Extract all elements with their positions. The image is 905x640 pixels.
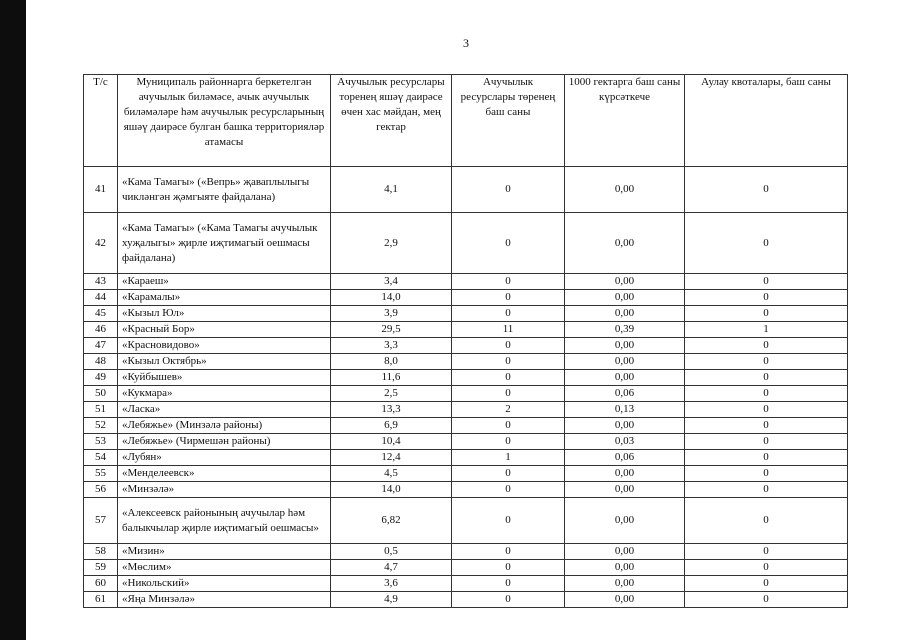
row-index: 42 (84, 213, 118, 274)
table-row (84, 290, 848, 306)
table-row (84, 576, 848, 592)
row-name: «Никольский» (118, 576, 331, 592)
row-heads: 0 (452, 370, 565, 386)
row-area: 8,0 (331, 354, 452, 370)
row-density: 0,06 (565, 386, 685, 402)
row-area: 4,1 (331, 167, 452, 213)
row-area: 14,0 (331, 482, 452, 498)
row-heads: 0 (452, 466, 565, 482)
row-index: 52 (84, 418, 118, 434)
table-row (84, 592, 848, 608)
row-quota: 0 (685, 167, 848, 213)
row-quota: 0 (685, 213, 848, 274)
row-quota: 0 (685, 402, 848, 418)
row-density: 0,00 (565, 370, 685, 386)
row-heads: 0 (452, 213, 565, 274)
row-name: «Лебяжье» (Чирмешән районы) (118, 434, 331, 450)
row-heads: 2 (452, 402, 565, 418)
row-density: 0,00 (565, 576, 685, 592)
row-heads: 0 (452, 592, 565, 608)
row-density: 0,00 (565, 306, 685, 322)
row-name: «Мөслим» (118, 560, 331, 576)
row-name: «Яңа Минзәлә» (118, 592, 331, 608)
table-row (84, 274, 848, 290)
row-name: «Красный Бор» (118, 322, 331, 338)
row-index: 51 (84, 402, 118, 418)
row-name: «Караеш» (118, 274, 331, 290)
row-quota: 0 (685, 386, 848, 402)
row-density: 0,00 (565, 560, 685, 576)
scan-edge-bar (0, 0, 26, 640)
table-row (84, 306, 848, 322)
row-name: «Кама Тамагы» («Кама Тамагы ачучылык хуҗалыгы» җирле иҗтимагый оешмасы файдалана) (118, 213, 331, 274)
table-row (84, 498, 848, 544)
row-quota: 1 (685, 322, 848, 338)
table-row (84, 544, 848, 560)
row-area: 4,5 (331, 466, 452, 482)
row-quota: 0 (685, 466, 848, 482)
row-heads: 0 (452, 560, 565, 576)
header-density: 1000 гектарга баш саны күрсәткече (565, 75, 685, 167)
row-area: 11,6 (331, 370, 452, 386)
row-heads: 0 (452, 418, 565, 434)
row-quota: 0 (685, 498, 848, 544)
row-quota: 0 (685, 592, 848, 608)
row-quota: 0 (685, 418, 848, 434)
row-area: 4,9 (331, 592, 452, 608)
row-area: 6,9 (331, 418, 452, 434)
row-index: 41 (84, 167, 118, 213)
row-density: 0,06 (565, 450, 685, 466)
hunting-grounds-table (83, 74, 848, 608)
table-row (84, 560, 848, 576)
row-quota: 0 (685, 274, 848, 290)
row-density: 0,00 (565, 418, 685, 434)
row-density: 0,00 (565, 167, 685, 213)
row-heads: 0 (452, 434, 565, 450)
row-heads: 0 (452, 306, 565, 322)
row-name: «Менделеевск» (118, 466, 331, 482)
row-index: 44 (84, 290, 118, 306)
table-row (84, 402, 848, 418)
row-density: 0,00 (565, 338, 685, 354)
table-header-row (84, 75, 848, 167)
row-name: «Мизин» (118, 544, 331, 560)
row-name: «Алексеевск районының ачучылар һәм балыкчылар җирле иҗтимагый оешмасы» (118, 498, 331, 544)
table-row (84, 434, 848, 450)
row-area: 14,0 (331, 290, 452, 306)
row-area: 0,5 (331, 544, 452, 560)
row-index: 60 (84, 576, 118, 592)
row-index: 56 (84, 482, 118, 498)
header-quota: Аулау квоталары, баш саны (685, 75, 848, 167)
row-density: 0,00 (565, 466, 685, 482)
row-index: 53 (84, 434, 118, 450)
row-quota: 0 (685, 482, 848, 498)
row-area: 2,9 (331, 213, 452, 274)
row-quota: 0 (685, 450, 848, 466)
row-index: 48 (84, 354, 118, 370)
row-index: 59 (84, 560, 118, 576)
row-heads: 11 (452, 322, 565, 338)
row-index: 46 (84, 322, 118, 338)
row-name: «Ласка» (118, 402, 331, 418)
row-area: 13,3 (331, 402, 452, 418)
row-area: 4,7 (331, 560, 452, 576)
row-quota: 0 (685, 290, 848, 306)
row-name: «Карамалы» (118, 290, 331, 306)
row-name: «Красновидово» (118, 338, 331, 354)
table-row (84, 466, 848, 482)
table-row (84, 354, 848, 370)
row-quota: 0 (685, 560, 848, 576)
table-row (84, 482, 848, 498)
row-name: «Кызыл Октябрь» (118, 354, 331, 370)
row-quota: 0 (685, 370, 848, 386)
row-name: «Куйбышев» (118, 370, 331, 386)
row-density: 0,39 (565, 322, 685, 338)
row-name: «Лубян» (118, 450, 331, 466)
row-index: 55 (84, 466, 118, 482)
table-row (84, 370, 848, 386)
row-density: 0,00 (565, 592, 685, 608)
row-quota: 0 (685, 354, 848, 370)
row-heads: 0 (452, 338, 565, 354)
row-index: 49 (84, 370, 118, 386)
row-area: 6,82 (331, 498, 452, 544)
row-heads: 0 (452, 274, 565, 290)
row-heads: 0 (452, 482, 565, 498)
row-index: 45 (84, 306, 118, 322)
row-density: 0,00 (565, 354, 685, 370)
row-area: 3,3 (331, 338, 452, 354)
row-name: «Кызыл Юл» (118, 306, 331, 322)
row-density: 0,00 (565, 544, 685, 560)
row-area: 3,9 (331, 306, 452, 322)
row-heads: 0 (452, 167, 565, 213)
row-density: 0,03 (565, 434, 685, 450)
header-territory-name: Муниципаль районнарга беркетелгән ачучылык биләмәсе, ачык ачучылык биләмәләре һәм ачучылык ресурсларының яшәү даирәсе булган башка территорияләр атамасы (118, 75, 331, 167)
table-row (84, 338, 848, 354)
table-row (84, 450, 848, 466)
row-name: «Минзәлә» (118, 482, 331, 498)
header-head-count: Ачучылык ресурслары төренең баш саны (452, 75, 565, 167)
row-density: 0,00 (565, 498, 685, 544)
table-row (84, 322, 848, 338)
row-density: 0,00 (565, 274, 685, 290)
header-index: Т/с (84, 75, 118, 167)
row-heads: 0 (452, 544, 565, 560)
row-name: «Лебяжье» (Минзәлә районы) (118, 418, 331, 434)
row-index: 50 (84, 386, 118, 402)
row-area: 29,5 (331, 322, 452, 338)
row-index: 58 (84, 544, 118, 560)
row-heads: 0 (452, 498, 565, 544)
header-area: Ачучылык ресурслары торенең яшәү даирәсе өчен хас мәйдан, мең гектар (331, 75, 452, 167)
table-row (84, 418, 848, 434)
row-heads: 0 (452, 386, 565, 402)
table-row (84, 213, 848, 274)
page-number: 3 (463, 36, 469, 50)
row-index: 57 (84, 498, 118, 544)
row-index: 47 (84, 338, 118, 354)
row-index: 43 (84, 274, 118, 290)
row-quota: 0 (685, 576, 848, 592)
row-index: 61 (84, 592, 118, 608)
row-name: «Кама Тамагы» («Вепрь» җаваплылыгы чикләнгән җәмгыяте файдалана) (118, 167, 331, 213)
table-row (84, 386, 848, 402)
row-area: 12,4 (331, 450, 452, 466)
row-quota: 0 (685, 544, 848, 560)
row-area: 3,4 (331, 274, 452, 290)
row-area: 3,6 (331, 576, 452, 592)
row-area: 10,4 (331, 434, 452, 450)
row-area: 2,5 (331, 386, 452, 402)
table-row (84, 167, 848, 213)
row-density: 0,00 (565, 482, 685, 498)
row-heads: 0 (452, 354, 565, 370)
row-name: «Кукмара» (118, 386, 331, 402)
row-density: 0,13 (565, 402, 685, 418)
row-quota: 0 (685, 306, 848, 322)
row-quota: 0 (685, 434, 848, 450)
row-quota: 0 (685, 338, 848, 354)
row-heads: 1 (452, 450, 565, 466)
row-index: 54 (84, 450, 118, 466)
row-heads: 0 (452, 290, 565, 306)
row-density: 0,00 (565, 213, 685, 274)
row-heads: 0 (452, 576, 565, 592)
row-density: 0,00 (565, 290, 685, 306)
